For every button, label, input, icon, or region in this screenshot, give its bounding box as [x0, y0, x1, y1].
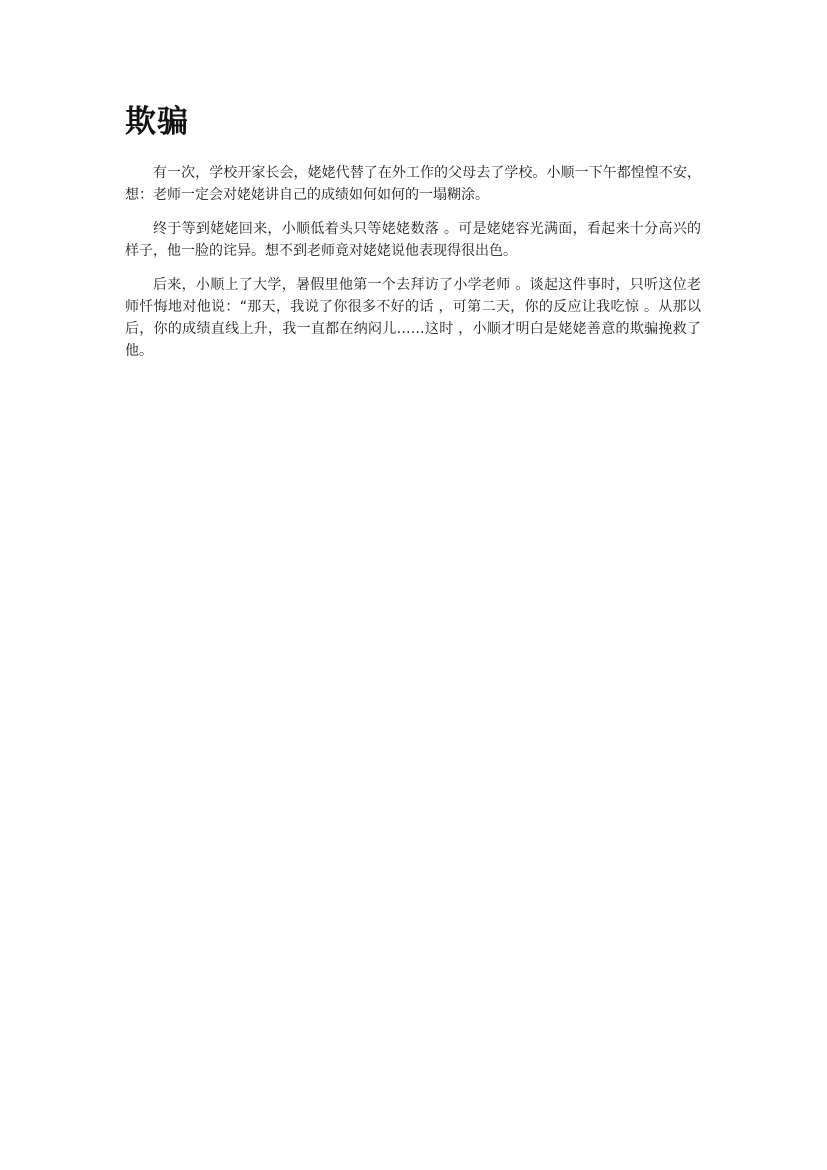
paragraph-3: 后来，小顺上了大学，暑假里他第一个去拜访了小学老师 。谈起这件事时，只听这位老师忏悔地对他说：“那天，我说了你很多不好的话 ，可第二天，你的反应让我吃惊 。从那以后，你的成绩直线上升，我一直都在纳闷儿……这时 ，小顺才明白是姥姥善意的欺骗挽救了他。 [125, 277, 701, 359]
document-body [125, 100, 701, 362]
document-title: 欺骗 [125, 104, 189, 140]
paragraph-1: 有一次，学校开家长会，姥姥代替了在外工作的父母去了学校。小顺一下午都惶惶不安，想：老师一定会对姥姥讲自己的成绩如何如何的一塌糊涂。 [125, 165, 701, 203]
paragraph-2: 终于等到姥姥回来，小顺低着头只等姥姥数落 。可是姥姥容光满面，看起来十分高兴的样子，他一脸的诧异。想不到老师竟对姥姥说他表现得很出色。 [125, 221, 701, 259]
